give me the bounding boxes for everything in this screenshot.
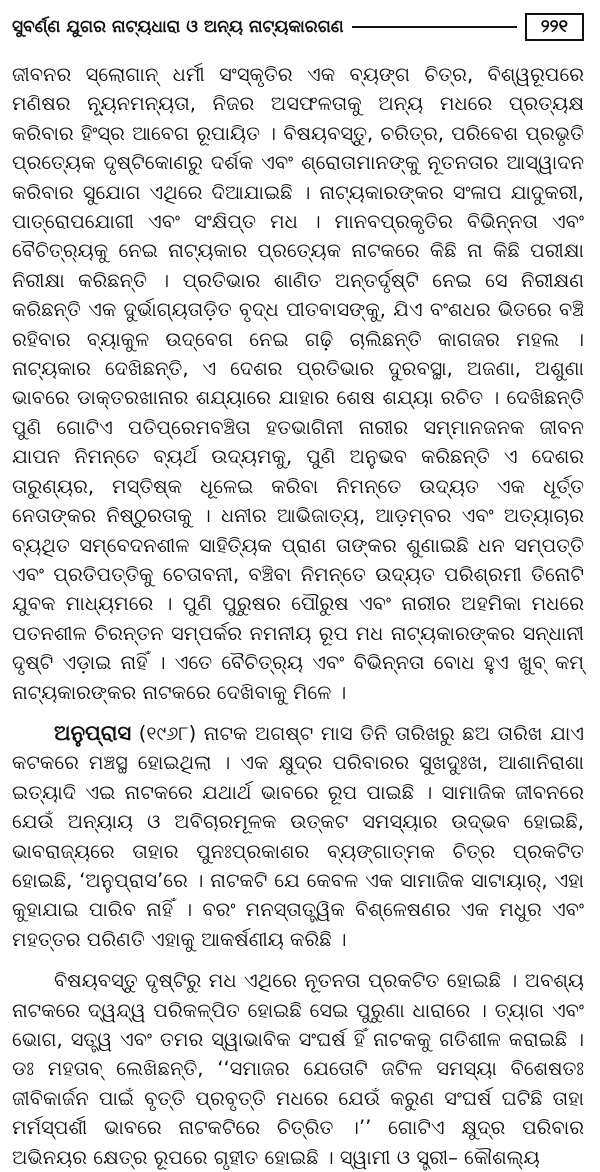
paragraph-3-text: ବିଷୟବସ୍ତୁ ଦୃଷ୍ଟିରୁ ମଧ ଏଥିରେ ନୂତନତା ପ୍ରକଟିତ ହୋଇଛି । ଅବଶ୍ୟ ନାଟକରେ ଦ୍ୱନ୍ଦ୍ୱ ପରିକଳ୍ପିତ ହୋଇଛି ସେଇ ପୁରୁଣା ଧାରାରେ । ତ୍ୟାଗ ଏବଂ ଭୋଗ, ସତ୍ତ୍ୱ ଏବଂ ତମର ସ୍ୱାଭାବିକ ସଂଘର୍ଷ ହିଁ ନାଟକକୁ ଗତିଶୀଳ କରାଇଛି । ଡଃ ମହତାବ୍ ଲେଖିଛନ୍ତି, ‘‘ସମାଜର ଯେତୋଟି ଜଟିଳ ସମସ୍ୟା ବିଶେଷତଃ ଜୀବିକାର୍ଜନ ପାଇଁ ବୃତ୍ତି ପ୍ରବୃତ୍ତି ମଧରେ ଯେଉଁ କରୁଣ ସଂଘର୍ଷ ଘଟିଛି ତାହା ମର୍ମସ୍ପର୍ଶୀ ଭାବରେ ନାଟକଟିରେ ଚିତ୍ରିତ ।’’ ଗୋଟିଏ କ୍ଷୁଦ୍ର ପରିବାର ଅଭିନୟର କ୍ଷେତ୍ର ରୂପରେ ଗୃହୀତ ହୋଇଛି । ସ୍ୱାମୀ ଓ ସ୍ତ୍ରୀ– କୌଶଲ୍ୟ xyxy=(12,969,584,1169)
page-number: ୨୨୧ xyxy=(525,13,584,41)
paragraph-1-text: ଜୀବନର ସ୍ଲୋଗାନ୍ ଧର୍ମୀ ସଂସ୍କୃତିର ଏକ ବ୍ୟଙ୍ଗ ଚିତ୍ର, ବିଶ୍ୱରୂପରେ ମଣିଷର ନ୍ୟୂନମନ୍ୟତା, ନିଜର ଅସଫଳତାକୁ ଅନ୍ୟ ମଧରେ ପ୍ରତ୍ୟକ୍ଷ କରିବାର ହିଂସ୍ର ଆବେଗ ରୂପାୟିତ । ବିଷୟବସ୍ତୁ, ଚରିତ୍ର, ପରିବେଶ ପ୍ରଭୃତି ପ୍ରତ୍ୟେକ ଦୃଷ୍ଟିକୋଣରୁ ଦର୍ଶକ ଏବଂ ଶ୍ରୋତାମାନଙ୍କୁ ନୂତନତାର ଆସ୍ୱାଦନ କରିବାର ସୁଯୋଗ ଏଥିରେ ଦିଆଯାଇଛି । ନାଟ୍ୟକାରଙ୍କର ସଂଳାପ ଯାଦୁକରୀ, ପାତ୍ରୋପଯୋଗୀ ଏବଂ ସଂକ୍ଷିପ୍ତ ମଧ । ମାନବପ୍ରକୃତିର ବିଭିନ୍ନତା ଏବଂ ବୈଚିତ୍ର୍ୟକୁ ନେଇ ନାଟ୍ୟକାର ପ୍ରତ୍ୟେକ ନାଟକରେ କିଛି ନା କିଛି ପରୀକ୍ଷା ନିରୀକ୍ଷା କରିଛନ୍ତି । ପ୍ରତିଭାର ଶାଣିତ ଅନ୍ତର୍ଦୃଷ୍ଟି ନେଇ ସେ ନିରୀକ୍ଷଣ କରିଛନ୍ତି ଏକ ଦୁର୍ଭାଗ୍ୟତାଡ଼ିତ ବୃଦ୍ଧ ପୀତବାସଙ୍କୁ, ଯିଏ ବଂଶଧର ଭିତରେ ବଞ୍ଚି ରହିବାର ବ୍ୟାକୁଳ ଉଦ୍‌ବେଗ ନେଇ ଗଢ଼ି ଚାଲିଛନ୍ତି କାଗଜର ମହଲ । ନାଟ୍ୟକାର ଦେଖିଛନ୍ତି, ଏ ଦେଶର ପ୍ରତିଭାର ଦୁରବସ୍ଥା, ଅଜଣା, ଅଶୁଣା ଭାବରେ ଡାକ୍ତରଖାନାର ଶଯ୍ୟାରେ ଯାହାର ଶେଷ ଶଯ୍ୟା ରଚିତ । ଦେଖିଛନ୍ତି ପୁଣି ଗୋଟିଏ ପତିପ୍ରେମବଞ୍ଚିତା ହତଭାଗିନୀ ନାରୀର ସମ୍ମାନଜନକ ଜୀବନ ଯାପନ ନିମନ୍ତେ ବ୍ୟର୍ଥ ଉଦ୍ୟମକୁ, ପୁଣି ଅନୁଭବ କରିଛନ୍ତି ଏ ଦେଶର ତାରୁଣ୍ୟର, ମସ୍ତିଷ୍କ ଧୂଳେଇ କରିବା ନିମନ୍ତେ ଉଦ୍ୟତ ଏକ ଧୂର୍ତ୍ତ ନେତାଙ୍କର ନିଷ୍ଠୁରତାକୁ । ଧନୀର ଆଭିଜାତ୍ୟ, ଆଡ଼ମ୍ବର ଏବଂ ଅତ୍ୟାଚାର ବ୍ୟଥିତ ସମ୍ବେଦନଶୀଳ ସାହିତ୍ୟିକ ପ୍ରାଣ ତାଙ୍କର ଶୁଣାଇଛି ଧନ ସମ୍ପତ୍ତି ଏବଂ ପ୍ରତିପତ୍ତିକୁ ଚେତାବନୀ, ବଞ୍ଚିବା ନିମନ୍ତେ ଉଦ୍ୟତ ପରିଶ୍ରମୀ ତିନୋଟି ଯୁବକ ମାଧ୍ୟମରେ । ପୁଣି ପୁରୁଷର ପୌରୁଷ ଏବଂ ନାରୀର ଅହମିକା ମଧରେ ପତନଶୀଳ ଚିରନ୍ତନ ସମ୍ପର୍କର ନମନୀୟ ରୂପ ମଧ ନାଟ୍ୟକାରଙ୍କର ସନ୍ଧାନୀ ଦୃଷ୍ଟି ଏଡ଼ାଇ ନାହିଁ । ଏତେ ବୈଚିତ୍ର୍ୟ ଏବଂ ବିଭିନ୍ନତା ବୋଧ ହୁଏ ଖୁବ୍ କମ୍ ନାଟ୍ୟକାରଙ୍କର ନାଟକରେ ଦେଖିବାକୁ ମିଳେ । xyxy=(12,63,584,704)
running-header xyxy=(12,12,584,42)
paragraph-2-text: (୧୯୬୮) ନାଟକ ଅଗଷ୍ଟ ମାସ ତିନି ତାରିଖରୁ ଛଅ ତାରିଖ ଯାଏ କଟକରେ ମଞ୍ଚସ୍ଥ ହୋଇଥିଲା । ଏକ କ୍ଷୁଦ୍ର ପରିବାରର ସୁଖଦୁଃଖ, ଆଶାନିରାଶା ଇତ୍ୟାଦି ଏଇ ନାଟକରେ ଯଥାର୍ଥ ଭାବରେ ରୂପ ପାଇଛି । ସାମାଜିକ ଜୀବନରେ ଯେଉଁ ଅନ୍ୟାୟ ଓ ଅବିଚାରମୂଳକ ଉତ୍କଟ ସମସ୍ୟାର ଉଦ୍ଭବ ହୋଇଛି, ଭାବରାଜ୍ୟରେ ତାହାର ପୁନଃପ୍ରକାଶର ବ୍ୟଙ୍ଗାତ୍ମକ ଚିତ୍ର ପ୍ରକଟିତ ହୋଇଛି, ‘ଅନୁପ୍ରାସ’ରେ । ନାଟକଟି ଯେ କେବଳ ଏକ ସାମାଜିକ ସାଟାୟାର୍, ଏହା କୁହାଯାଇ ପାରିବ ନାହିଁ । ବରଂ ମନସ୍ତାତ୍ତ୍ୱିକ ବିଶ୍ଳେଷଣର ଏକ ମଧୁର ଏବଂ ମହତ୍ତର ପରିଣତି ଏହାକୁ ଆକର୍ଷଣୀୟ କରିଛି । xyxy=(12,721,584,951)
paragraph-2-lead: ଅନୁପ୍ରାସ xyxy=(54,720,132,745)
paragraph-2 xyxy=(12,719,584,954)
body-text xyxy=(12,60,584,1172)
header-rule xyxy=(352,26,517,28)
paragraph-1 xyxy=(12,60,584,707)
running-title: ସୁବର୍ଣ୍ଣ ଯୁଗର ନାଟ୍ୟଧାରା ଓ ଅନ୍ୟ ନାଟ୍ୟକାରଗଣ xyxy=(12,17,344,37)
paragraph-3 xyxy=(12,966,584,1172)
